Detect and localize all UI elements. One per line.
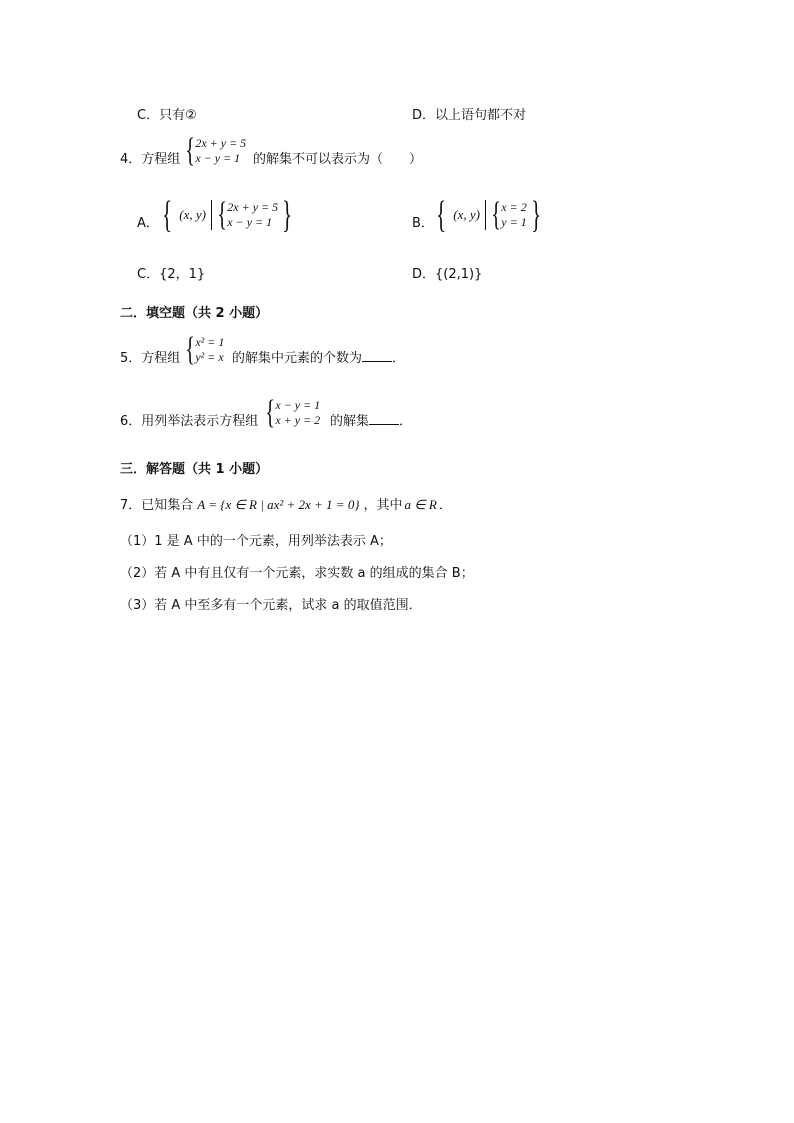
- q7-stem-head: 7．已知集合: [120, 498, 194, 513]
- q5-stem-tail: 的解集中元素的个数为: [232, 351, 363, 366]
- q4-option-a-xy: (x, y): [179, 207, 206, 222]
- q6-number: 6．用列举法表示方程组: [120, 414, 259, 429]
- q5-number: 5．方程组: [120, 351, 181, 366]
- q5-end: ．: [392, 351, 406, 366]
- q4-option-c: C．{2，1}: [137, 267, 206, 282]
- q6-stem-tail: 的解集: [330, 414, 370, 429]
- q3-option-d: D．以上语句都不对: [412, 108, 527, 123]
- q4-option-b-eq2: y = 1: [501, 215, 527, 229]
- q5-equation-system: [182, 331, 225, 368]
- set-open-brace-symbol: {: [436, 194, 447, 236]
- q4-option-a-eq1: 2x + y = 5: [227, 200, 279, 214]
- q4-eq2: x − y = 1: [195, 151, 241, 165]
- set-close-brace-symbol: }: [530, 194, 541, 236]
- set-bar-symbol: [485, 200, 486, 230]
- q4-stem-tail: 的解集不可以表示为（ ）: [253, 152, 423, 167]
- q6-equation-system: [262, 394, 321, 431]
- q7-stem: [120, 494, 452, 513]
- q4-option-b-xy: (x, y): [453, 207, 480, 222]
- q4-number: 4．方程组: [120, 152, 181, 167]
- q3-option-c: C．只有②: [137, 108, 197, 123]
- brace-symbol: {: [185, 331, 196, 368]
- q4-option-a-label: A．: [137, 216, 159, 231]
- q4-option-b-label: B．: [412, 216, 434, 231]
- q6-end: ．: [399, 414, 413, 429]
- q7-part-3: （3）若 A 中至多有一个元素，试求 a 的取值范围．: [120, 598, 422, 613]
- set-open-brace-symbol: {: [162, 194, 173, 236]
- brace-symbol: {: [491, 196, 502, 233]
- q6-eq1: x − y = 1: [275, 398, 321, 412]
- brace-symbol: {: [217, 196, 228, 233]
- brace-symbol: {: [265, 394, 276, 431]
- q4-option-b-eq1: x = 2: [501, 200, 527, 214]
- q6-eq2: x + y = 2: [275, 413, 321, 427]
- set-close-brace-symbol: }: [282, 194, 293, 236]
- q4-option-a-eq2: x − y = 1: [227, 215, 273, 229]
- q7-stem-mid: ，其中: [363, 498, 403, 513]
- q7-part-2: （2）若 A 中有且仅有一个元素，求实数 a 的组成的集合 B；: [120, 566, 474, 581]
- section-fill-in-title: 二．填空题（共 2 小题）: [120, 306, 269, 321]
- q7-set-expression: A = {x ∈ R | ax² + 2x + 1 = 0}: [197, 497, 360, 512]
- q7-condition: a ∈ R: [404, 497, 437, 512]
- q5-eq1: x² = 1: [195, 335, 225, 349]
- brace-symbol: {: [185, 132, 196, 169]
- q5-eq2: y² = x: [195, 350, 224, 364]
- q6-answer-blank: [369, 412, 399, 425]
- q5-answer-blank: [362, 349, 392, 362]
- q5-stem: [232, 347, 405, 366]
- q4-option-b-set: [432, 194, 545, 236]
- section-answer-title: 三．解答题（共 1 小题）: [120, 462, 269, 477]
- q7-stem-end: ．: [438, 498, 452, 513]
- q4-eq1: 2x + y = 5: [195, 136, 247, 150]
- q4-option-d: D．{(2,1)}: [412, 267, 483, 282]
- q4-equation-system: [182, 132, 247, 169]
- q4-option-a-set: [158, 194, 296, 236]
- q7-part-1: （1）1 是 A 中的一个元素，用列举法表示 A；: [120, 534, 392, 549]
- set-bar-symbol: [211, 200, 212, 230]
- q6-stem: [330, 410, 412, 429]
